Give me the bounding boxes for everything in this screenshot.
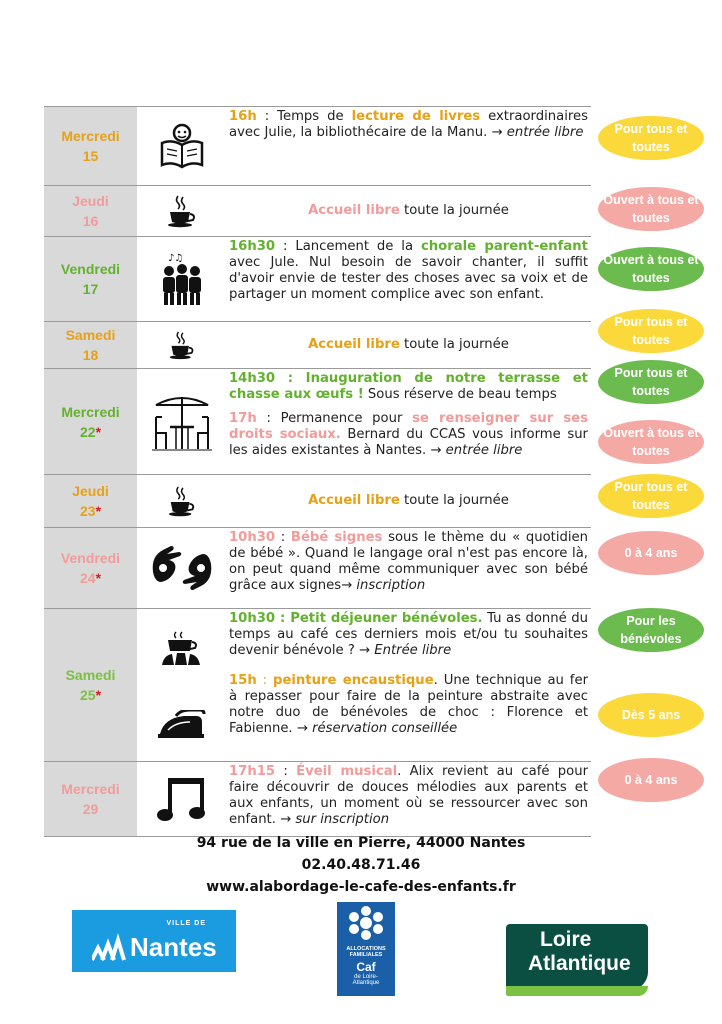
icon-cell xyxy=(137,475,227,527)
audience-badge: Dès 5 ans xyxy=(598,693,704,737)
icon-cell xyxy=(137,528,227,608)
event-text xyxy=(227,762,591,836)
day-cell xyxy=(44,237,137,321)
audience-badge: Pour tous et toutes xyxy=(598,309,704,353)
event-access: inscription xyxy=(356,578,426,593)
agenda-row xyxy=(44,236,591,321)
day-cell xyxy=(44,322,137,368)
event-description: sous le thème du « quotidien de bébé ». Quand le langage oral n'est pas encore là, on peut quand même communiquer avec son bébé grâce aux signes→ xyxy=(229,530,589,593)
star-marker: * xyxy=(95,423,102,440)
event-highlight: Accueil libre xyxy=(308,337,400,352)
event-text xyxy=(227,186,591,236)
event-description: toute la journée xyxy=(399,493,509,508)
day-date: 18 xyxy=(82,347,99,363)
terrace-table-umbrella-icon xyxy=(152,393,212,451)
day-date: 16 xyxy=(82,213,99,229)
loire-green-stripe xyxy=(506,986,648,996)
day-date: 17 xyxy=(82,281,99,297)
event-description: Tu as donné du temps au café ces derniers mois et/ou tu souhaites devenir bénévole ? → xyxy=(229,611,588,658)
event-time: 16h30 xyxy=(229,239,276,254)
event-highlight: se renseigner sur ses droits sociaux. xyxy=(229,411,588,442)
audience-badge: Pour les bénévoles xyxy=(598,608,704,652)
caf-line4: de Loire- xyxy=(354,974,378,980)
event-text-part: : xyxy=(275,530,291,545)
footer-website[interactable]: www.alabordage-le-cafe-des-enfants.fr xyxy=(206,879,516,895)
iron-icon xyxy=(156,710,208,740)
event-time: 15h xyxy=(229,673,257,688)
event-text xyxy=(227,369,591,474)
event-highlight: 14h30 : Inauguration de notre terrasse et chasse aux œufs ! xyxy=(229,371,588,402)
coffee-cup-icon xyxy=(166,194,198,228)
event-text xyxy=(227,609,591,761)
day-date: 24 xyxy=(79,570,96,586)
audience-badge: Ouvert à tous et toutes xyxy=(598,420,704,464)
event-text-part: : Permanence pour xyxy=(256,411,413,426)
event-text-part: : xyxy=(256,673,274,688)
event-access: entrée libre xyxy=(506,125,584,140)
day-name: Mercredi xyxy=(61,403,120,420)
caf-line5: Atlantique xyxy=(352,980,380,986)
event-text xyxy=(227,475,591,527)
icon-cell xyxy=(137,762,227,836)
sign-language-hands-icon xyxy=(149,542,215,594)
event-description: Bernard du CCAS vous informe sur les aides existantes à Nantes. → xyxy=(229,427,588,458)
event-access: Entrée libre xyxy=(374,643,452,658)
agenda-row xyxy=(44,106,591,185)
footer-phone: 02.40.48.71.46 xyxy=(301,857,421,873)
icon-cell xyxy=(137,237,227,321)
event-access: sur inscription xyxy=(295,812,390,827)
agenda-row xyxy=(44,185,591,236)
day-date: 15 xyxy=(82,148,99,164)
event-text xyxy=(227,528,591,608)
event-block xyxy=(229,411,588,459)
event-text xyxy=(227,322,591,368)
event-access: réservation conseillée xyxy=(312,721,458,736)
audience-badge: 0 à 4 ans xyxy=(598,758,704,802)
loire-line1: Loire xyxy=(540,928,592,951)
event-highlight: Accueil libre xyxy=(308,493,400,508)
day-cell xyxy=(44,762,137,836)
star-marker: * xyxy=(95,570,102,586)
event-time: 17h xyxy=(229,411,257,426)
event-block xyxy=(229,611,588,659)
event-description: toute la journée xyxy=(399,203,509,218)
event-description: extraordinaires avec Julie, la bibliothécaire de la Manu. → xyxy=(229,109,588,140)
icon-cell xyxy=(137,609,227,761)
event-description: . Une technique au fer à repasser pour faire de la peinture abstraite avec notre duo de bénévoles de choc : Florence et Fabienne. → xyxy=(229,673,588,736)
agenda-row xyxy=(44,761,591,837)
event-description: Sous réserve de beau temps xyxy=(363,387,557,402)
event-highlight: Accueil libre xyxy=(308,203,400,218)
day-date: 25 xyxy=(79,687,96,703)
loire-line2: Atlantique xyxy=(528,952,631,975)
music-notes-icon xyxy=(156,774,208,824)
agenda-row xyxy=(44,368,591,474)
day-date: 29 xyxy=(82,801,99,817)
logo-small-text: VILLE DE xyxy=(166,920,206,927)
day-cell xyxy=(44,107,137,185)
event-highlight: 10h30 : Petit déjeuner bénévoles. xyxy=(229,611,483,626)
day-cell xyxy=(44,186,137,236)
caf-logo xyxy=(337,902,395,996)
day-name: Jeudi xyxy=(72,193,109,209)
day-cell xyxy=(44,609,137,761)
event-text-part: : Temps de xyxy=(256,109,352,124)
caf-flower-icon xyxy=(344,905,388,941)
day-date: 22 xyxy=(79,423,96,440)
event-block xyxy=(229,371,588,403)
audience-badge: Pour tous et toutes xyxy=(598,116,704,160)
day-cell xyxy=(44,475,137,527)
caf-line1: ALLOCATIONS xyxy=(346,946,386,952)
event-description: . Alix revient au café pour faire découvrir de douces mélodies aux parents et aux enfants, un moment où se ressourcer avec son enfant. → xyxy=(229,764,588,827)
day-name: Vendredi xyxy=(60,550,121,566)
event-highlight: Éveil musical xyxy=(296,764,398,779)
day-name: Mercredi xyxy=(61,128,120,144)
event-block xyxy=(229,673,588,737)
star-marker: * xyxy=(95,503,102,519)
footer-address: 94 rue de la ville en Pierre, 44000 Nantes xyxy=(196,835,526,851)
icon-cell xyxy=(137,186,227,236)
star-marker: * xyxy=(95,687,102,703)
event-text-part: : Lancement de la xyxy=(275,239,421,254)
agenda-row xyxy=(44,608,591,761)
audience-badge: Pour tous et toutes xyxy=(598,360,704,404)
event-highlight: Bébé signes xyxy=(290,530,383,545)
event-time: 17h15 xyxy=(229,764,276,779)
event-highlight: lecture de livres xyxy=(351,109,481,124)
nantes-wave-icon xyxy=(92,932,132,962)
event-text xyxy=(227,107,591,185)
agenda-table xyxy=(44,106,591,837)
ville-de-nantes-logo xyxy=(72,910,236,972)
agenda-row xyxy=(44,321,591,368)
day-name: Jeudi xyxy=(72,483,109,499)
event-time: 16h xyxy=(229,109,257,124)
audience-badge: 0 à 4 ans xyxy=(598,531,704,575)
day-name: Samedi xyxy=(65,327,116,343)
day-name: Mercredi xyxy=(61,781,120,797)
icon-cell xyxy=(137,322,227,368)
day-cell xyxy=(44,369,137,474)
svg-text:♪♫: ♪♫ xyxy=(168,253,184,264)
day-name: Samedi xyxy=(65,667,116,683)
event-text-part: : xyxy=(275,764,297,779)
caf-line2: FAMILIALES xyxy=(349,952,383,958)
day-name: Vendredi xyxy=(60,261,121,277)
audience-badge: Ouvert à tous et toutes xyxy=(598,187,704,231)
event-description: toute la journée xyxy=(399,337,509,352)
event-description: avec Jule. Nul besoin de savoir chanter, il suffit d'avoir envie de tester des choses avec sa voix et de partager un moment complice avec son enfant. xyxy=(229,255,588,302)
choir-singers-icon xyxy=(160,251,204,307)
audience-badge: Ouvert à tous et toutes xyxy=(598,247,704,291)
event-time: 10h30 xyxy=(229,530,276,545)
agenda-row xyxy=(44,527,591,608)
coffee-cup-icon xyxy=(167,485,197,517)
loire-atlantique-logo xyxy=(506,924,648,990)
icon-cell xyxy=(137,369,227,474)
coffee-cup-icon xyxy=(168,330,196,360)
day-date: 23 xyxy=(79,503,96,519)
event-highlight: peinture encaustique xyxy=(273,673,434,688)
day-cell xyxy=(44,528,137,608)
caf-line3: Caf xyxy=(356,960,376,974)
agenda-row xyxy=(44,474,591,527)
event-text xyxy=(227,237,591,321)
event-highlight: chorale parent-enfant xyxy=(420,239,588,254)
event-access: entrée libre xyxy=(445,443,523,458)
coffee-croissant-icon xyxy=(160,631,204,667)
logo-name: Nantes xyxy=(130,932,217,962)
audience-badge: Pour tous et toutes xyxy=(598,474,704,518)
reading-book-icon xyxy=(157,121,207,171)
icon-cell xyxy=(137,107,227,185)
